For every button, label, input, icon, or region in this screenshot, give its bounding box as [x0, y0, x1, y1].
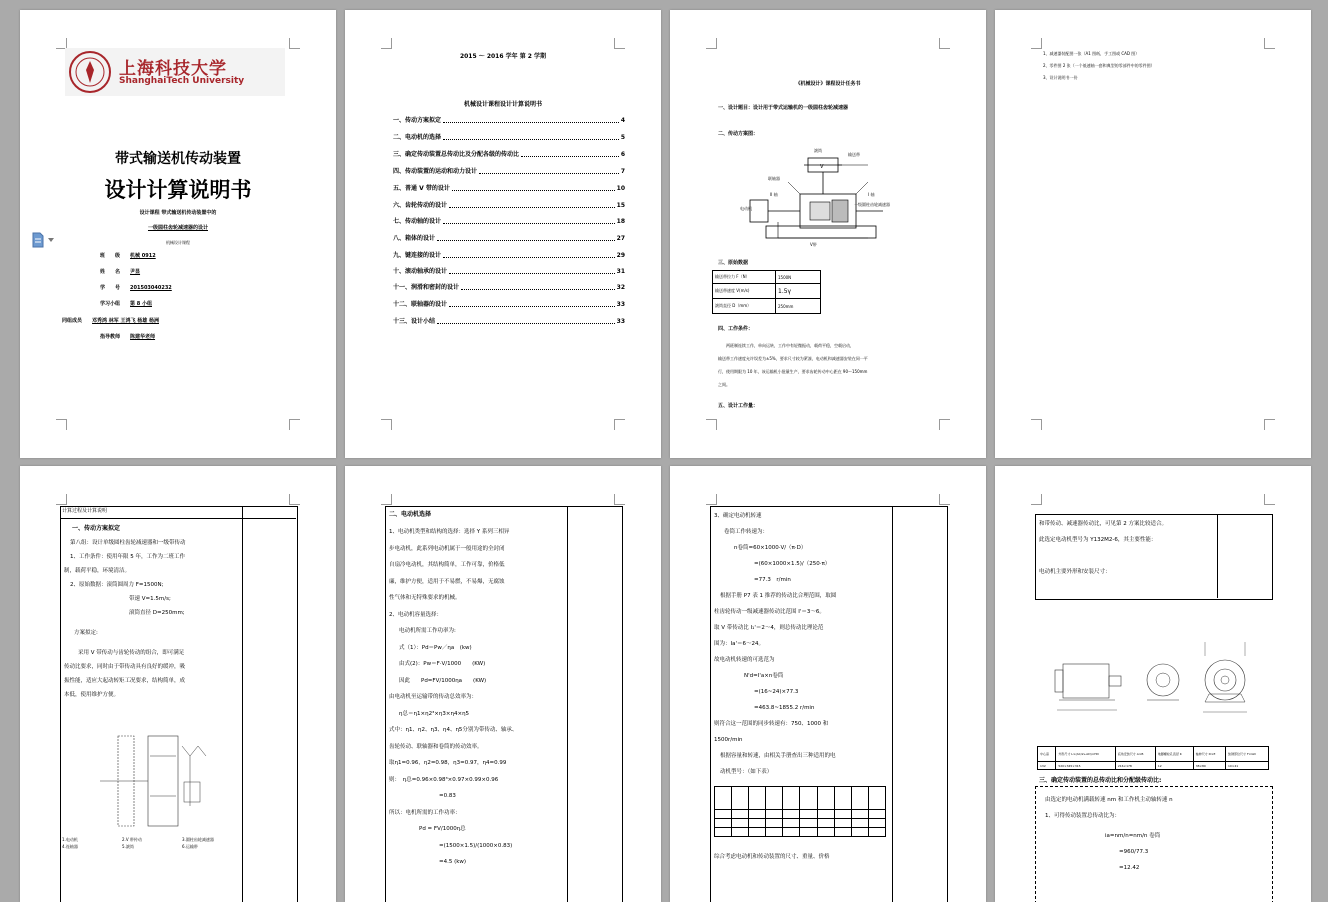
crop-mark: [706, 38, 717, 49]
data-value: 1.5γ: [776, 284, 821, 299]
seal-icon: [68, 50, 112, 94]
crop-mark: [1031, 38, 1042, 49]
table-header: 地脚螺栓孔直径 K: [1155, 747, 1193, 762]
divider: [892, 506, 893, 902]
frame-header: 计算过程及计算说明: [62, 508, 108, 514]
table-header: 装键部位尺寸 F×GD: [1226, 747, 1269, 762]
university-logo: [65, 48, 285, 96]
toc-title: 机械设计课程设计计算说明书: [463, 101, 542, 108]
field-row: 学 号 201503040232: [100, 285, 172, 291]
doc-subtitle: 带式输送机传动装置: [115, 151, 241, 167]
page-8: [995, 466, 1311, 902]
title-line-1: 设计课程 带式输送机传动装置中的: [139, 210, 217, 216]
section-heading: 一、设计题目：设计用于带式运输机的一级圆柱齿轮减速器: [718, 105, 849, 111]
toc-entry[interactable]: 三、确定传动装置总传动比及分配各级的传动比 6: [393, 151, 625, 158]
table-cell: 520×345×315: [1056, 762, 1115, 770]
table-cell: 216×178: [1115, 762, 1155, 770]
diagram-label: 电动机: [740, 206, 752, 211]
crop-mark: [56, 494, 67, 505]
data-value: 1500N: [776, 271, 821, 284]
table-cell: 10×41: [1226, 762, 1269, 770]
bottom-line: 综合考虑电动机和传动装置的尺寸、重量、价格: [714, 854, 830, 860]
crop-mark: [939, 494, 950, 505]
body-text: 第八组：设计单级圆柱齿轮减速器和一级带传动 1、工作条件：使用年限 5 年，工作为二班工作 制，载荷平稳，环境清洁。 2、原始数据：滚筒圆周力 F=1500N; 带速 V=1.5m/s; 滚筒直径 D=250mm; 方案拟定: 采用 V 带传动与齿轮传动的组合，即可满足 传动比要求，同时由于带传动具有良好的缓冲，吸 振性能，适应大起动转矩工况要求，结构简单，成 本低，使用维护方便。: [64, 540, 186, 698]
crop-mark: [1264, 494, 1275, 505]
section-heading: 五、设计工作量：: [718, 403, 759, 409]
page-5: 计算过程及计算说明 一、传动方案拟定 第八组：设计单级圆柱齿轮减速器和一级带传动 1、工作条件：使用年限 5 年，工作为二班工作 制，载荷平稳，环境清洁。 2、原始数据：滚筒圆周力 F=1500N; 带速 V=1.5m/s; 滚筒直径 D=250mm; 方案拟定: 采用 V 带传动与齿轮传动的组合，即可满足 传动比要求，同时由于带传动具有良好的缓冲，吸 振性能，适应大起动转矩工况要求，结构简单，成 本低，使用维护方便。 1.电动机 2.V 带传动 3.圆柱齿轮减速器 4.连轴器 5.滚筒 6.运输带: [20, 466, 336, 902]
diagram-label: V: [820, 164, 824, 170]
crop-mark: [1264, 419, 1275, 430]
toc-entry[interactable]: 十一、润滑和密封的设计 32: [393, 284, 625, 291]
table-header: 中心高: [1038, 747, 1056, 762]
page-2: [345, 10, 661, 458]
toc-entry[interactable]: 一、传动方案拟定 4: [393, 117, 625, 124]
body-text: 3、确定电动机转速 卷筒工作转速为： n卷筒=60×1000·V/（π·D） =(60×1000×1.5)/（250·π） =77.3 r/min 根据手册 P7 表 1 推荐的传动比合理范围，取圆 柱齿轮传动一级减速器传动比范围 I'＝3～6。 取 V 带传动比 I₁'＝2～4，则总传动比理论范 围为：Ia'＝6～24。 故电动机转速的可选范为 N'd=I'a×n卷筒 =(16~24)×77.3 =463.8~1855.2 r/min 则符合这一范围的同步转速有：750、1000 和 1500r/min 根据容量和转速，由相关手册查出三种适用的电 动机型号：（如下表）: [714, 513, 837, 775]
field-row: 同组成员 邓秀鸿 林军 王鸿飞 杨雄 杨洲: [62, 318, 159, 324]
data-key: 输送带拉力 F（N）: [713, 271, 776, 284]
crop-mark: [381, 419, 392, 430]
crop-mark: [381, 494, 392, 505]
data-value: 250mm: [776, 299, 821, 314]
table-header: 外形尺寸 L×(AC/2+AD)×HD: [1056, 747, 1115, 762]
diagram-label: II 轴: [770, 192, 778, 197]
crop-mark: [939, 38, 950, 49]
logo-cn: 上海科技大学: [119, 59, 227, 79]
toc-entry[interactable]: 九、键连接的设计 29: [393, 252, 625, 259]
crop-mark: [706, 494, 717, 505]
body-text: 1、电动机类型和结构的选择：选择 Y 系列三相异 步电动机，此系列电动机属于一般用途的全封闭 自扇冷电动机，其结构简单，工作可靠，价格低 廉，维护方便，适用于不易燃，不易爆，无腐蚀 性气体和无特殊要求的机械。 2、电动机容量选择： 电动机所需工作功率为: 式（1）：Pd＝Pw／ηa (kw) 由式(2)：Pw＝F·V/1000 (KW) 因此 Pd=FV/1000ηa (KW) 由电动机至运输带的传动总效率为： η总＝η1×η2³×η3×η4×η5 式中：η1、η2、η3、η4、η5分别为带传动、轴承、 齿轮传动、联轴器和卷筒的传动效率。 取η1=0.96，η2=0.98，η3=0.97，η4=0.99 则： η总=0.96×0.98³×0.97×0.99×0.96 =0.83 所以：电机所需的工作功率： Pd = FV/1000η总 =(1500×1.5)/(1000×0.83) =4.5 (kw): [389, 529, 518, 865]
toc-entry[interactable]: 五、普通 V 带的设计 10: [393, 185, 625, 192]
doc-title: 设计计算说明书: [104, 177, 252, 202]
section-heading: 三、原始数据: [718, 260, 749, 266]
data-key: 滚筒直径 D（mm）: [713, 299, 776, 314]
section-heading: 四、工作条件：: [718, 326, 754, 332]
diagram-label: 滚筒: [814, 148, 822, 153]
crop-mark: [706, 419, 717, 430]
title-line-2: 一级圆柱齿轮减速器的设计: [147, 225, 208, 231]
divider: [1217, 514, 1218, 598]
page-3: 《机械设计》课程设计任务书 一、设计题目：设计用于带式运输机的一级圆柱齿轮减速器 二、传动方案图： 滚筒 输送带 联轴器 II 轴 I 轴 电动机 一级圆柱齿轮减速器 V带 V 三、原始数据 输送带拉力 F（N） 1500N 输送带速度 V(m/s) 1.5γ 滚筒直径 D（mm） 250mm 四、工作条件： 两班制连续工作，单向运转，工作中有轻微振动，载荷平稳，空载启动， 输送带工作速度允许误差为±5%，要求尺寸较为紧凑，电动机和减速器安装在同一平 行，使用期限为 10 年，该运输机小批量生产，要求齿轮传动中心距在 90～150mm 之间。 五、设计工作量：: [670, 10, 986, 458]
table-header: 轴伸尺寸 D×E: [1193, 747, 1225, 762]
data-table: [712, 270, 821, 314]
field-row: 姓 名 尹显: [100, 269, 141, 275]
page-7: [670, 466, 986, 902]
motor-drawing: [1035, 626, 1271, 726]
divider: [567, 506, 568, 902]
crop-mark: [1031, 419, 1042, 430]
crop-mark: [939, 419, 950, 430]
crop-mark: [289, 494, 300, 505]
crop-mark: [56, 419, 67, 430]
diagram-label: 一级圆柱齿轮减速器: [854, 202, 890, 207]
crop-mark: [381, 38, 392, 49]
motor-table: [714, 786, 886, 837]
crop-mark: [614, 419, 625, 430]
table-cell: 38×80: [1193, 762, 1225, 770]
transmission-diagram: [738, 142, 908, 252]
toc-entry[interactable]: 八、箱体的设计 27: [393, 235, 625, 242]
table-cell: 132: [1038, 762, 1056, 770]
section-heading: 三、确定传动装置的总传动比和分配级传动比:: [1039, 777, 1162, 784]
table-header: 底角安装尺寸 A×B: [1115, 747, 1155, 762]
crop-mark: [1031, 494, 1042, 505]
toc-entry[interactable]: 七、传动轴的设计 18: [393, 218, 625, 225]
divider: [60, 518, 296, 519]
diagram-label: 输送带: [848, 152, 860, 157]
toc-entry[interactable]: 十、滚动轴承的设计 31: [393, 268, 625, 275]
toc-entry[interactable]: 四、传动装置的运动和动力设计 7: [393, 168, 625, 175]
section-heading: 一、传动方案拟定: [72, 525, 121, 532]
motor-dim-table: [1037, 746, 1269, 770]
body-text: 和带传动、减速器传动比，可见第 2 方案比较适合。 此选定电动机型号为 Y132M2-6，其主要性能： 电动机主要外形和安装尺寸：: [1039, 521, 1167, 575]
crop-mark: [289, 419, 300, 430]
title-line-3: 机械设计课程: [166, 240, 190, 245]
diagram-label: V带: [810, 242, 817, 247]
term-line: 2015 ～ 2016 学年 第 2 学期: [459, 53, 547, 60]
diagram-label: I 轴: [868, 192, 875, 197]
page-4: 1、减速器装配图一张（A1 图纸，手工图或 CAD 图） 2、零件图 2 张（一个低速轴一套和典型的零部件中的零件图） 3、设计说明书一份: [995, 10, 1311, 458]
toc-entry[interactable]: 二、电动机的选择 5: [393, 134, 625, 141]
calc-text: 由选定的电动机满载转速 nm 和工作机主动轴转速 n 1、可得传动装置总传动比为： ia=nm/n=nm/n 卷筒 =960/77.3 =12.42: [1045, 797, 1173, 871]
field-row: 班 级 机械 0912: [100, 253, 156, 259]
page-6: [345, 466, 661, 902]
diagram-label: 联轴器: [768, 176, 780, 181]
section-heading: 二、电动机选择: [389, 511, 432, 518]
document-icon[interactable]: [32, 232, 56, 248]
toc-entry[interactable]: 十三、设计小结 33: [393, 318, 625, 325]
field-row: 学习小组 第 8 小组: [100, 301, 152, 307]
toc-entry[interactable]: 十二、联轴器的设计 33: [393, 301, 625, 308]
section-heading: 二、传动方案图：: [718, 131, 759, 137]
table-cell: 12: [1155, 762, 1193, 770]
page-1: [20, 10, 336, 458]
divider: [242, 506, 243, 902]
toc-entry[interactable]: 六、齿轮传动的设计 15: [393, 202, 625, 209]
field-row: 指导教师 陈建华老师: [100, 334, 156, 340]
logo-en: ShanghaiTech University: [119, 76, 245, 86]
crop-mark: [289, 38, 300, 49]
scheme-sketch: [90, 726, 220, 836]
task-title: 《机械设计》课程设计任务书: [795, 81, 861, 87]
crop-mark: [614, 494, 625, 505]
data-key: 输送带速度 V(m/s): [713, 284, 776, 299]
crop-mark: [1264, 38, 1275, 49]
crop-mark: [614, 38, 625, 49]
